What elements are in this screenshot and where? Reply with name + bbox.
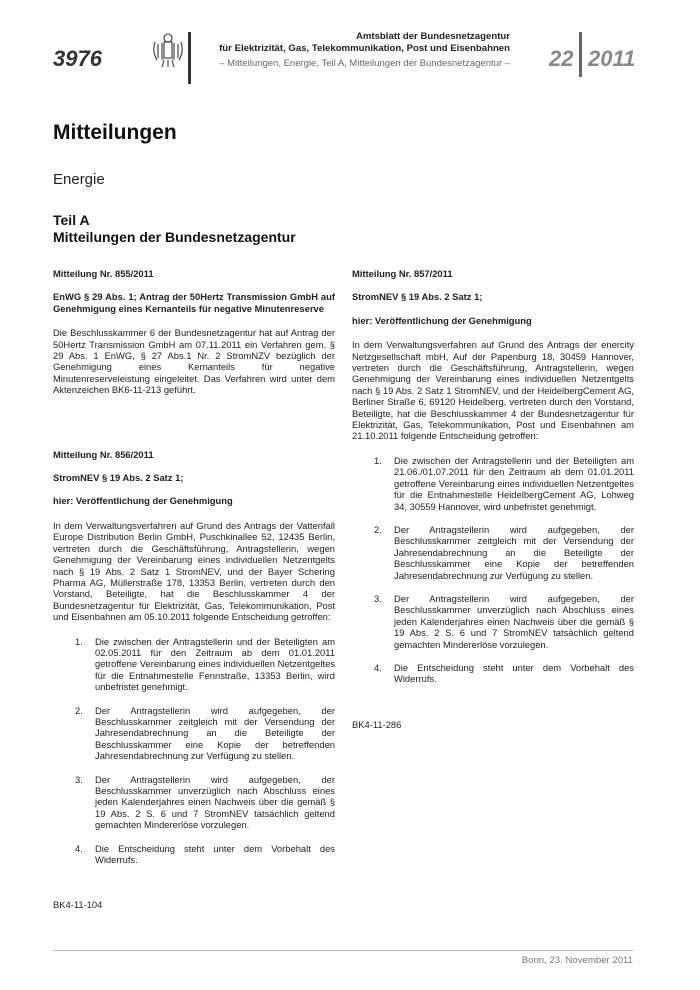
notice-857-decisions [352, 455, 634, 685]
item-number: 4. [75, 842, 83, 854]
page-number: 3976 [53, 46, 102, 71]
right-column [352, 268, 634, 730]
part-heading [53, 212, 296, 246]
part-title: Mitteilungen der Bundesnetzagentur [53, 229, 296, 245]
journal-title [200, 31, 510, 55]
item-number: 4. [374, 661, 382, 673]
item-text: Die zwischen der Antragstellerin und der Beteiligten am 21.06./01.07.2011 für den Zeitraum ab dem 01.01.2011 getroffene Vereinbarung eines individuellen Netzentgeltes für die Entnahmestelle HeidelbergCement AG, Lohweg 34, 30559 Hannover, wird unbefristet genehmigt. [394, 454, 634, 512]
journal-title-line1: Amtsblatt der Bundesnetzagentur [355, 31, 510, 42]
notice-856-title: Mitteilung Nr. 856/2011 [53, 448, 154, 460]
list-item [53, 774, 335, 831]
list-item [53, 705, 335, 762]
list-item [53, 636, 335, 693]
page-title: Mitteilungen [53, 121, 177, 144]
item-text: Der Antragstellerin wird aufgegeben, der Beschlusskammer unverzüglich nach Abschluss eines jeden Kalenderjahres einen Nachweis über die gemäß § 19 Abs. 2 S. 6 und 7 StromNEV tatsächlich geltend gemachten Mindererlöse vorzulegen. [95, 773, 335, 831]
item-text: Der Antragstellerin wird aufgegeben, der Beschlusskammer zeitgleich mit der Versendung der Jahresendabrechnung an die Beteiligte der Beschlusskammer eine Kopie der betreffenden Jahresendabrechnung zur Verfügung zu stellen. [394, 523, 634, 581]
federal-eagle-icon [151, 30, 185, 70]
item-number: 2. [374, 523, 382, 535]
section-subtitle: Energie [53, 171, 105, 188]
item-text: Die Entscheidung steht unter dem Vorbehalt des Widerrufs. [394, 661, 634, 685]
notice-855-title: Mitteilung Nr. 855/2011 [53, 268, 154, 279]
list-item [53, 843, 335, 866]
item-text: Die Entscheidung steht unter dem Vorbehalt des Widerrufs. [95, 842, 335, 866]
item-text: Die zwischen der Antragstellerin und der Beteiligten am 02.05.2011 für den Zeitraum ab dem 01.01.2011 getroffene Vereinbarung eines individuellen Netzentgeltes für die Entnahmestelle Fennstraße, 13353 Berlin, wird unbefristet genehmigt. [95, 635, 335, 693]
item-text: Der Antragstellerin wird aufgegeben, der Beschlusskammer unverzüglich nach Abschluss eines jeden Kalenderjahres einen Nachweis über die gemäß § 19 Abs. 2 S. 6 und 7 StromNEV tatsächlich geltend gemachten Mindererlöse vorzulegen. [394, 592, 634, 650]
notice-855-subject: EnWG § 29 Abs. 1; Antrag der 50Hertz Transmission GmbH auf Genehmigung eines Kernanteils für negative Minutenreserve [53, 291, 335, 314]
notice-857-reference: BK4-11-286 [352, 718, 402, 730]
list-item [352, 524, 634, 581]
notice-855-body: Die Beschlusskammer 6 der Bundesnetzagentur hat auf Antrag der 50Hertz Transmission GmbH am 07.11.2011 ein Verfahren gem. § 29 Abs. 1 EnWG, § 27 Abs.1 Nr. 2 StromNZV bezüglich der Genehmigung eines Kernanteils für negative Minutenreserveleistung eingeleitet. Das Verfahren wird unter dem Aktenzeichen BK6-11-213 geführt. [53, 327, 335, 396]
notice-857-hier: hier: Veröffentlichung der Genehmigung [352, 314, 532, 326]
item-number: 3. [374, 592, 382, 604]
journal-title-line2: für Elektrizität, Gas, Telekommunikation, Post und Eisenbahnen [219, 43, 510, 54]
list-item [352, 662, 634, 685]
part-label: Teil A [53, 212, 90, 228]
notice-856-decisions [53, 636, 335, 866]
list-item [352, 455, 634, 512]
list-item [352, 593, 634, 650]
issue-year: 2011 [588, 46, 636, 71]
left-column [53, 268, 335, 911]
header-divider [188, 32, 191, 84]
notice-857-subject: StromNEV § 19 Abs. 2 Satz 1; [352, 291, 483, 303]
footer-place-date: Bonn, 23. November 2011 [521, 955, 633, 966]
item-text: Der Antragstellerin wird aufgegeben, der Beschlusskammer zeitgleich mit der Versendung der Jahresendabrechnung an die Beteiligte der Beschlusskammer eine Kopie der betreffenden Jahresendabrechnung zur Verfügung zu stellen. [95, 704, 335, 762]
issue-divider [579, 32, 582, 77]
item-number: 3. [75, 773, 83, 785]
item-number: 2. [75, 704, 83, 716]
footer-divider [53, 950, 633, 951]
item-number: 1. [75, 635, 83, 647]
journal-subtitle: – Mitteilungen, Energie, Teil A, Mitteilungen der Bundesnetzagentur – [219, 58, 510, 69]
notice-856-hier: hier: Veröffentlichung der Genehmigung [53, 495, 233, 507]
notice-856-body: In dem Verwaltungsverfahren auf Grund des Antrags der Vattenfall Europe Distribution Berlin GmbH, Puschkinallee 52, 12435 Berlin, vertreten durch die Geschäftsführung, Antragstellerin, wegen Genehmigung der Vereinbarung eines individuellen Netzentgelts nach § 19 Abs. 2 Satz 1 StromNEV, und der Bayer Schering Pharma AG, Müllerstraße 178, 13353 Berlin, vertreten durch den Vorstand, Beteiligte, hat die Beschlusskammer 4 der Bundesnetzagentur für Elektrizität, Gas, Telekommunikation, Post und Eisenbahnen am 05.10.2011 folgende Entscheidung getroffen: [53, 519, 335, 623]
notice-856-subject: StromNEV § 19 Abs. 2 Satz 1; [53, 472, 184, 484]
issue-number: 22 [549, 46, 574, 71]
notice-857-title: Mitteilung Nr. 857/2011 [352, 268, 453, 279]
item-number: 1. [374, 454, 382, 466]
notice-856-reference: BK4-11-104 [53, 899, 103, 911]
notice-857-body: In dem Verwaltungsverfahren auf Grund des Antrags der enercity Netzgesellschaft mbH, Auf der Papenburg 18, 30459 Hannover, vertreten durch die Geschäftsführung, Antragstellerin, wegen Genehmigung der Vereinbarung eines individuellen Netzentgelts nach § 19 Abs. 2 Satz 1 StromNEV, und der HeidelbergCement AG, Berliner Straße 6, 69120 Heidelberg, vertreten durch den Vorstand, Beteiligte, hat die Beschlusskammer 4 der Bundesnetzagentur für Elektrizität, Gas, Telekommunikation, Post und Eisenbahnen am 21.10.2011 folgende Entscheidung getroffen: [352, 339, 634, 442]
